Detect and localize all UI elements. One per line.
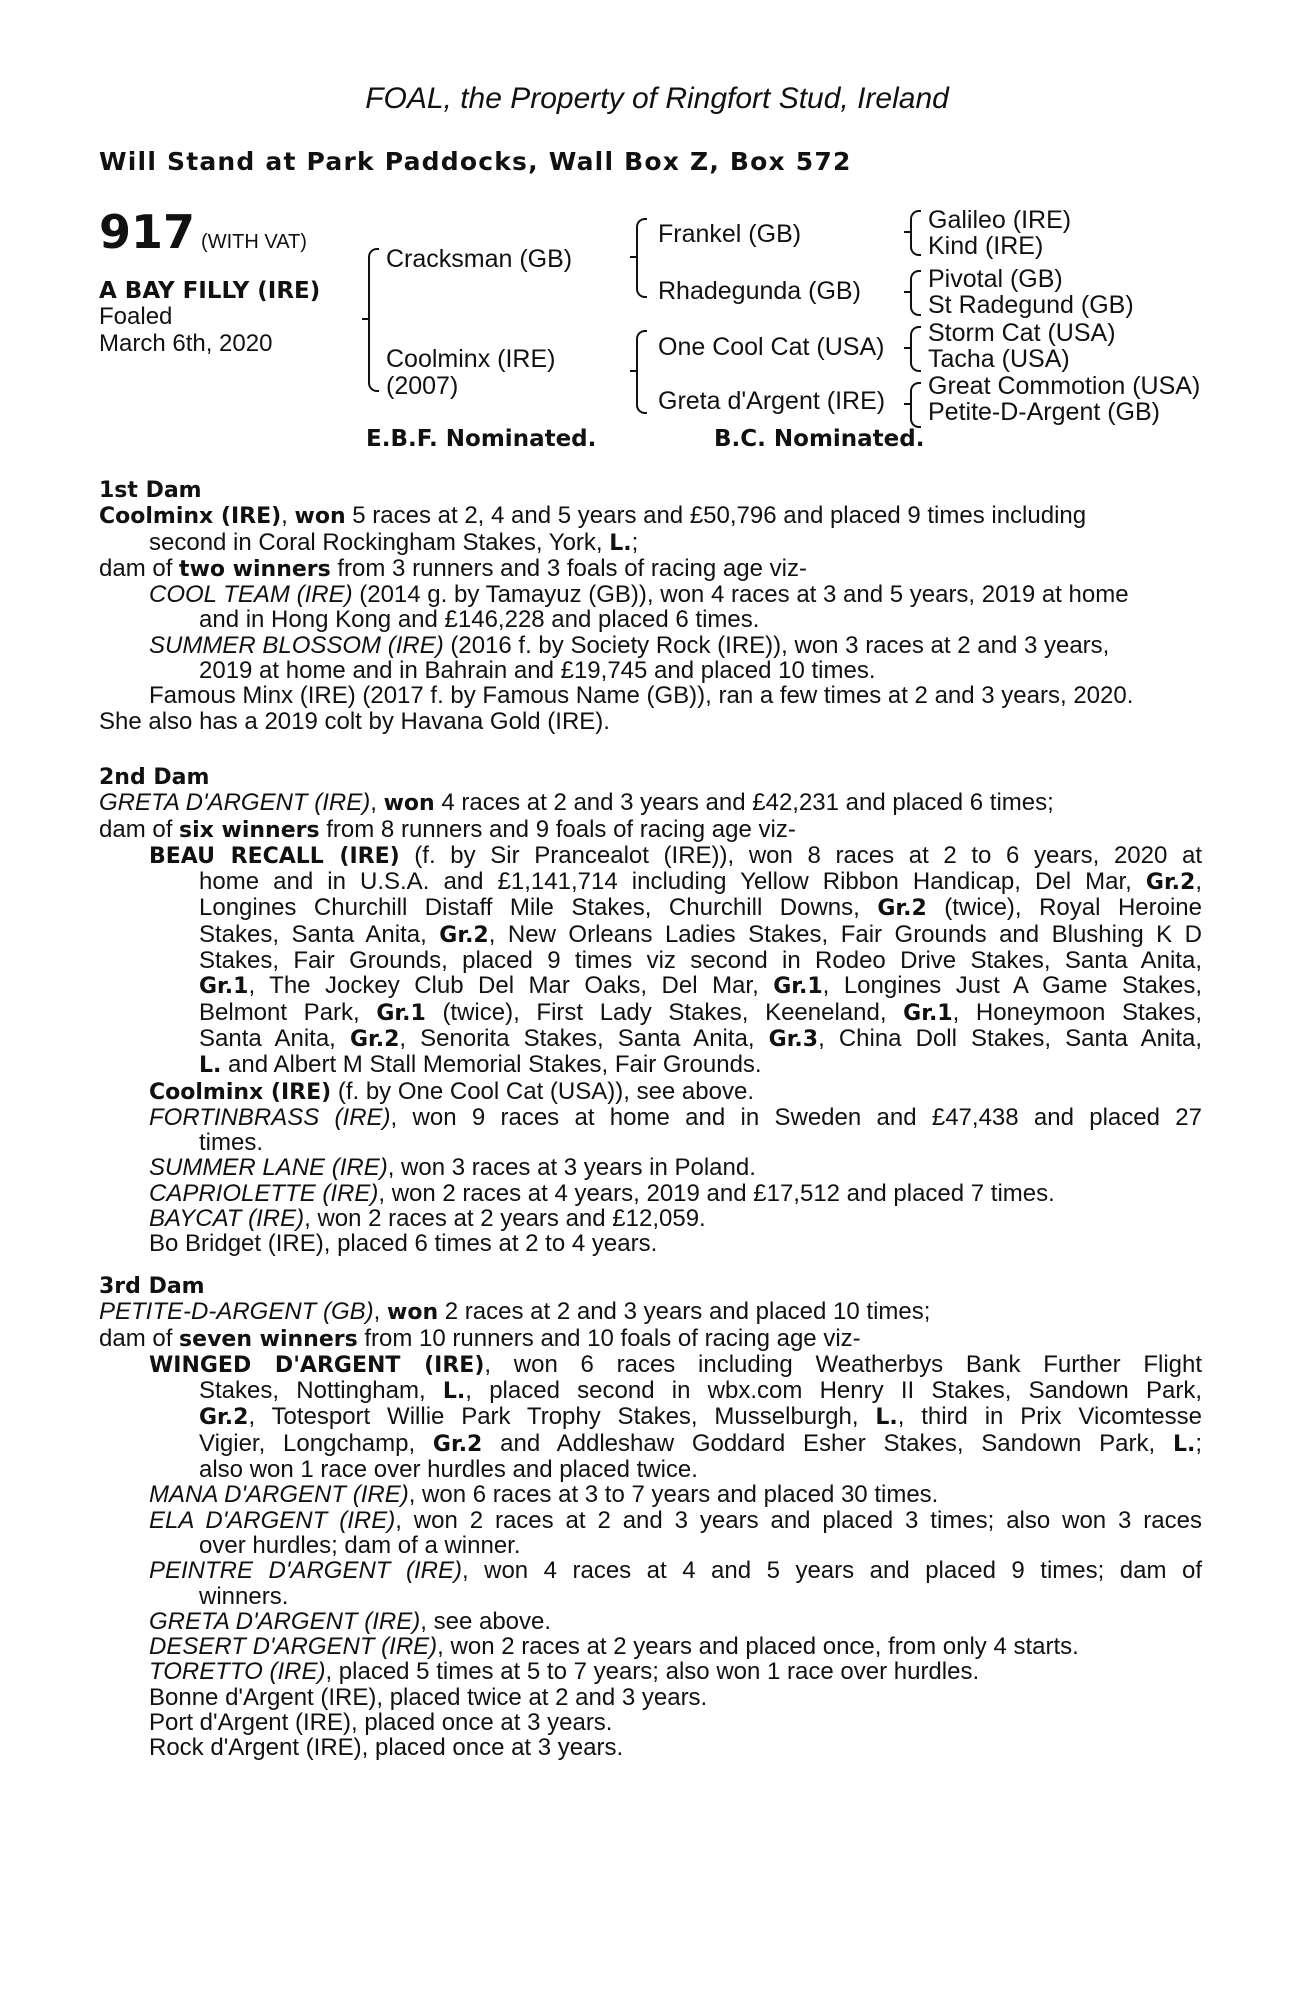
stand-location: Will Stand at Park Paddocks, Wall Box Z, Box 572 <box>99 147 852 176</box>
pedigree-brace-g2 <box>910 270 921 316</box>
second-dam-line: Stakes, Fair Grounds, placed 9 times viz second in Rodeo Drive Stakes, Santa Anita, <box>199 947 1202 975</box>
winners-count: seven winners <box>179 1326 358 1352</box>
race-text: , Longines Just A Game Stakes, <box>822 972 1202 1000</box>
foaled-date: March 6th, 2020 <box>99 330 273 357</box>
bc-nominated: B.C. Nominated. <box>714 426 925 452</box>
produce-name: SUMMER LANE (IRE) <box>149 1154 388 1182</box>
second-dam-line <box>99 895 1202 921</box>
race-text: , China Doll Stakes, Santa Anita, <box>818 1024 1202 1052</box>
produce-record: , see above. <box>420 1607 552 1635</box>
produce-name: DESERT D'ARGENT (IRE) <box>149 1633 438 1661</box>
foaled-label: Foaled <box>99 303 173 330</box>
race-text: Stakes, Santa Anita, <box>199 920 440 948</box>
first-dam-line <box>99 633 1202 658</box>
won-word: won <box>294 504 346 530</box>
grade-label: Gr.2 <box>199 1405 249 1431</box>
pedigree-sire-dam: Rhadegunda (GB) <box>658 277 861 305</box>
race-text: Vigier, Longchamp, <box>199 1429 433 1457</box>
third-dam-line <box>99 1431 1202 1457</box>
produce-name: SUMMER BLOSSOM (IRE) <box>149 631 444 659</box>
winners-count: two winners <box>179 556 331 582</box>
second-dam-section <box>99 765 1202 1257</box>
pedigree-g5: Storm Cat (USA) <box>928 319 1116 347</box>
pedigree-brace-main-point <box>362 318 368 320</box>
produce-name: TORETTO (IRE) <box>149 1658 326 1686</box>
race-text: ; <box>1195 1429 1202 1457</box>
dam-name: PETITE-D-ARGENT (GB) <box>99 1298 374 1326</box>
first-dam-line <box>99 556 1202 582</box>
race-text: , The Jockey Club Del Mar Oaks, Del Mar, <box>248 972 774 1000</box>
produce-name: FORTINBRASS (IRE) <box>149 1103 391 1131</box>
second-dam-line <box>99 1052 1202 1078</box>
grade-label: Gr.3 <box>768 1026 819 1052</box>
produce-record: , won 2 races at 4 years, 2019 and £17,512 and placed 7 times. <box>378 1179 1055 1207</box>
race-text: , New Orleans Ladies Stakes, Fair Grounds and Blushing K D <box>488 920 1202 948</box>
produce-text: from 10 runners and 10 foals of racing age viz- <box>357 1324 861 1352</box>
won-word: won <box>387 1300 439 1326</box>
pedigree-g4: St Radegund (GB) <box>928 291 1134 319</box>
second-dam-line <box>99 1206 1202 1231</box>
grade-label: L. <box>1172 1431 1196 1457</box>
produce-text: dam of <box>99 1324 180 1352</box>
race-text: ; <box>631 528 639 556</box>
race-text: , <box>1195 868 1202 896</box>
race-text: (twice), Royal Heroine <box>926 894 1202 922</box>
foaled-info <box>99 303 272 357</box>
race-text: Santa Anita, <box>199 1024 350 1052</box>
second-dam-line: Bo Bridget (IRE), placed 6 times at 2 to 4 years. <box>149 1230 658 1258</box>
produce-name: MANA D'ARGENT (IRE) <box>149 1481 409 1509</box>
first-dam-line <box>99 582 1202 607</box>
third-dam-line: also won 1 race over hurdles and placed twice. <box>199 1456 698 1484</box>
first-dam-section <box>99 478 1202 734</box>
produce-record: (f. by One Cool Cat (USA)), see above. <box>331 1077 754 1105</box>
pedigree-brace-g4-point <box>904 403 910 405</box>
grade-label: L. <box>442 1379 466 1405</box>
race-text: Stakes, Nottingham, <box>199 1377 443 1405</box>
produce-name: Coolminx (IRE) <box>149 1079 332 1105</box>
second-dam-line: times. <box>199 1129 264 1157</box>
third-dam-line: Bonne d'Argent (IRE), placed twice at 2 and 3 years. <box>149 1683 708 1711</box>
third-dam-line <box>99 1378 1202 1404</box>
race-text: , third in Prix Vicomtesse <box>897 1403 1202 1431</box>
pedigree-brace-dam <box>636 330 647 414</box>
produce-record: , won 4 races at 4 and 5 years and placed 9 times; dam of <box>461 1557 1202 1585</box>
second-dam-line <box>99 869 1202 895</box>
pedigree-g2: Kind (IRE) <box>928 232 1044 260</box>
pedigree-g8: Petite-D-Argent (GB) <box>928 398 1161 426</box>
separator: , <box>370 789 384 817</box>
second-dam-heading: 2nd Dam <box>99 765 210 790</box>
grade-label: L. <box>875 1405 898 1431</box>
third-dam-line <box>99 1299 1202 1325</box>
produce-record: , won 2 races at 2 years and placed once, from only 4 starts. <box>437 1633 1079 1661</box>
second-dam-line <box>99 817 1202 843</box>
pedigree-brace-main <box>368 248 379 392</box>
grade-label: Gr.2 <box>432 1431 483 1457</box>
produce-name: GRETA D'ARGENT (IRE) <box>149 1607 421 1635</box>
dam-record: 4 races at 2 and 3 years and £42,231 and placed 6 times; <box>434 789 1054 817</box>
third-dam-line <box>99 1352 1202 1378</box>
produce-record: (2014 g. by Tamayuz (GB)), won 4 races at 3 and 5 years, 2019 at home <box>352 581 1129 609</box>
pedigree-sire: Cracksman (GB) <box>386 245 573 273</box>
grade-label: Gr.2 <box>349 1026 400 1052</box>
produce-text: dam of <box>99 815 180 843</box>
dam-record: 5 races at 2, 4 and 5 years and £50,796 and placed 9 times including <box>345 502 1087 530</box>
race-text: (twice), First Lady Stakes, Keeneland, <box>425 998 904 1026</box>
produce-record: , won 2 races at 2 years and £12,059. <box>304 1205 706 1233</box>
pedigree-brace-sire <box>636 218 647 298</box>
race-text: home and in U.S.A. and £1,141,714 including Yellow Ribbon Handicap, Del Mar, <box>199 868 1146 896</box>
ebf-nominated: E.B.F. Nominated. <box>366 426 597 452</box>
grade-label: L. <box>609 530 632 556</box>
produce-record: , won 9 races at home and in Sweden and £47,438 and placed 27 <box>390 1103 1202 1131</box>
winners-count: six winners <box>179 817 320 843</box>
pedigree-g1: Galileo (IRE) <box>928 206 1072 234</box>
second-dam-line <box>99 1155 1202 1180</box>
grade-label: L. <box>199 1053 222 1079</box>
pedigree-brace-dam-point <box>630 370 636 372</box>
produce-record: , placed 5 times at 5 to 7 years; also won 1 race over hurdles. <box>325 1658 980 1686</box>
race-text: Longines Churchill Distaff Mile Stakes, Churchill Downs, <box>199 894 878 922</box>
pedigree-dam-dam: Greta d'Argent (IRE) <box>658 387 886 415</box>
race-text: and Addleshaw Goddard Esher Stakes, Sandown Park, <box>482 1429 1173 1457</box>
produce-name: BAYCAT (IRE) <box>149 1205 305 1233</box>
third-dam-line: Port d'Argent (IRE), placed once at 3 years. <box>149 1709 613 1737</box>
produce-record: (2016 f. by Society Rock (IRE)), won 3 races at 2 and 3 years, <box>443 631 1110 659</box>
third-dam-line: over hurdles; dam of a winner. <box>199 1531 521 1559</box>
second-dam-line <box>99 1181 1202 1206</box>
pedigree-brace-g2-point <box>904 291 910 293</box>
second-dam-line <box>99 1000 1202 1026</box>
pedigree-dam: Coolminx (IRE) <box>386 345 556 373</box>
lot-number: 917 <box>99 205 196 259</box>
third-dam-line: Rock d'Argent (IRE), placed once at 3 years. <box>149 1734 624 1762</box>
first-dam-line: 2019 at home and in Bahrain and £19,745 and placed 10 times. <box>199 657 876 685</box>
race-text: second in Coral Rockingham Stakes, York, <box>149 528 610 556</box>
second-dam-line <box>99 790 1202 816</box>
third-dam-line <box>99 1634 1202 1659</box>
pedigree-g6: Tacha (USA) <box>928 345 1070 373</box>
pedigree-brace-g1-point <box>904 231 910 233</box>
pedigree-brace-g4 <box>910 382 921 428</box>
produce-record: , won 6 races including Weatherbys Bank Further Flight <box>484 1350 1203 1378</box>
produce-name: WINGED D'ARGENT (IRE) <box>149 1352 485 1378</box>
pedigree-g3: Pivotal (GB) <box>928 265 1063 293</box>
second-dam-line <box>99 922 1202 948</box>
first-dam-line: Famous Minx (IRE) (2017 f. by Famous Name (GB)), ran a few times at 2 and 3 years, 2020. <box>149 682 1134 710</box>
pedigree-brace-g3 <box>910 326 921 372</box>
third-dam-line <box>99 1558 1202 1583</box>
third-dam-line <box>99 1404 1202 1430</box>
third-dam-line <box>99 1482 1202 1507</box>
grade-label: Gr.2 <box>877 896 927 922</box>
second-dam-line <box>99 1105 1202 1130</box>
produce-record: , won 3 races at 3 years in Poland. <box>387 1154 756 1182</box>
race-text: , Totesport Willie Park Trophy Stakes, Musselburgh, <box>248 1403 876 1431</box>
race-text: , placed second in wbx.com Henry II Stakes, Sandown Park, <box>465 1377 1202 1405</box>
pedigree-brace-sire-point <box>630 256 636 258</box>
produce-name: ELA D'ARGENT (IRE) <box>149 1506 396 1534</box>
grade-label: Gr.1 <box>903 1000 953 1026</box>
third-dam-section <box>99 1274 1202 1761</box>
first-dam-line <box>99 530 1202 556</box>
third-dam-line: winners. <box>199 1582 289 1610</box>
separator: , <box>281 502 295 530</box>
dam-name: GRETA D'ARGENT (IRE) <box>99 789 371 817</box>
produce-name: BEAU RECALL (IRE) <box>149 843 400 869</box>
second-dam-line <box>99 973 1202 999</box>
lot-heading <box>99 205 307 259</box>
vat-note: (WITH VAT) <box>201 231 307 253</box>
produce-name: COOL TEAM (IRE) <box>149 581 353 609</box>
page-title: FOAL, the Property of Ringfort Stud, Ireland <box>365 82 949 115</box>
grade-label: Gr.1 <box>376 1000 426 1026</box>
grade-label: Gr.1 <box>199 974 249 1000</box>
produce-record: , won 6 races at 3 to 7 years and placed 30 times. <box>408 1481 939 1509</box>
pedigree-dam-sire: One Cool Cat (USA) <box>658 333 885 361</box>
grade-label: Gr.2 <box>1145 870 1196 896</box>
first-dam-line <box>99 503 1202 529</box>
third-dam-line <box>99 1508 1202 1533</box>
third-dam-line <box>99 1326 1202 1352</box>
grade-label: Gr.2 <box>439 922 489 948</box>
race-text: and Albert M Stall Memorial Stakes, Fair Grounds. <box>221 1051 762 1079</box>
produce-name: CAPRIOLETTE (IRE) <box>149 1179 379 1207</box>
second-dam-line <box>99 1079 1202 1105</box>
grade-label: Gr.1 <box>773 974 823 1000</box>
horse-name: A BAY FILLY (IRE) <box>99 278 321 304</box>
dam-name: Coolminx (IRE) <box>99 504 282 530</box>
first-dam-line: She also has a 2019 colt by Havana Gold (IRE). <box>99 707 610 735</box>
produce-name: PEINTRE D'ARGENT (IRE) <box>149 1557 462 1585</box>
pedigree-dam-year: (2007) <box>386 372 459 400</box>
third-dam-line <box>99 1609 1202 1634</box>
pedigree-g7: Great Commotion (USA) <box>928 372 1201 400</box>
second-dam-line <box>99 843 1202 869</box>
first-dam-heading: 1st Dam <box>99 478 202 503</box>
produce-record: (f. by Sir Prancealot (IRE)), won 8 races at 2 to 6 years, 2020 at <box>399 841 1202 869</box>
third-dam-line <box>99 1659 1202 1684</box>
second-dam-line <box>99 1026 1202 1052</box>
race-text: , Senorita Stakes, Santa Anita, <box>399 1024 769 1052</box>
produce-text: dam of <box>99 554 180 582</box>
race-text: , Honeymoon Stakes, <box>952 998 1203 1026</box>
produce-record: , won 2 races at 2 and 3 years and placed 3 times; also won 3 races <box>395 1506 1202 1534</box>
dam-record: 2 races at 2 and 3 years and placed 10 times; <box>438 1298 931 1326</box>
race-text: Belmont Park, <box>199 998 377 1026</box>
produce-text: from 8 runners and 9 foals of racing age viz- <box>319 815 796 843</box>
produce-text: from 3 runners and 3 foals of racing age viz- <box>330 554 807 582</box>
won-word: won <box>383 791 435 817</box>
pedigree-brace-g3-point <box>904 347 910 349</box>
first-dam-line: and in Hong Kong and £146,228 and placed 6 times. <box>199 606 760 634</box>
separator: , <box>373 1298 388 1326</box>
third-dam-heading: 3rd Dam <box>99 1274 205 1299</box>
pedigree-brace-g1 <box>910 210 921 256</box>
pedigree-sire-sire: Frankel (GB) <box>658 220 802 248</box>
